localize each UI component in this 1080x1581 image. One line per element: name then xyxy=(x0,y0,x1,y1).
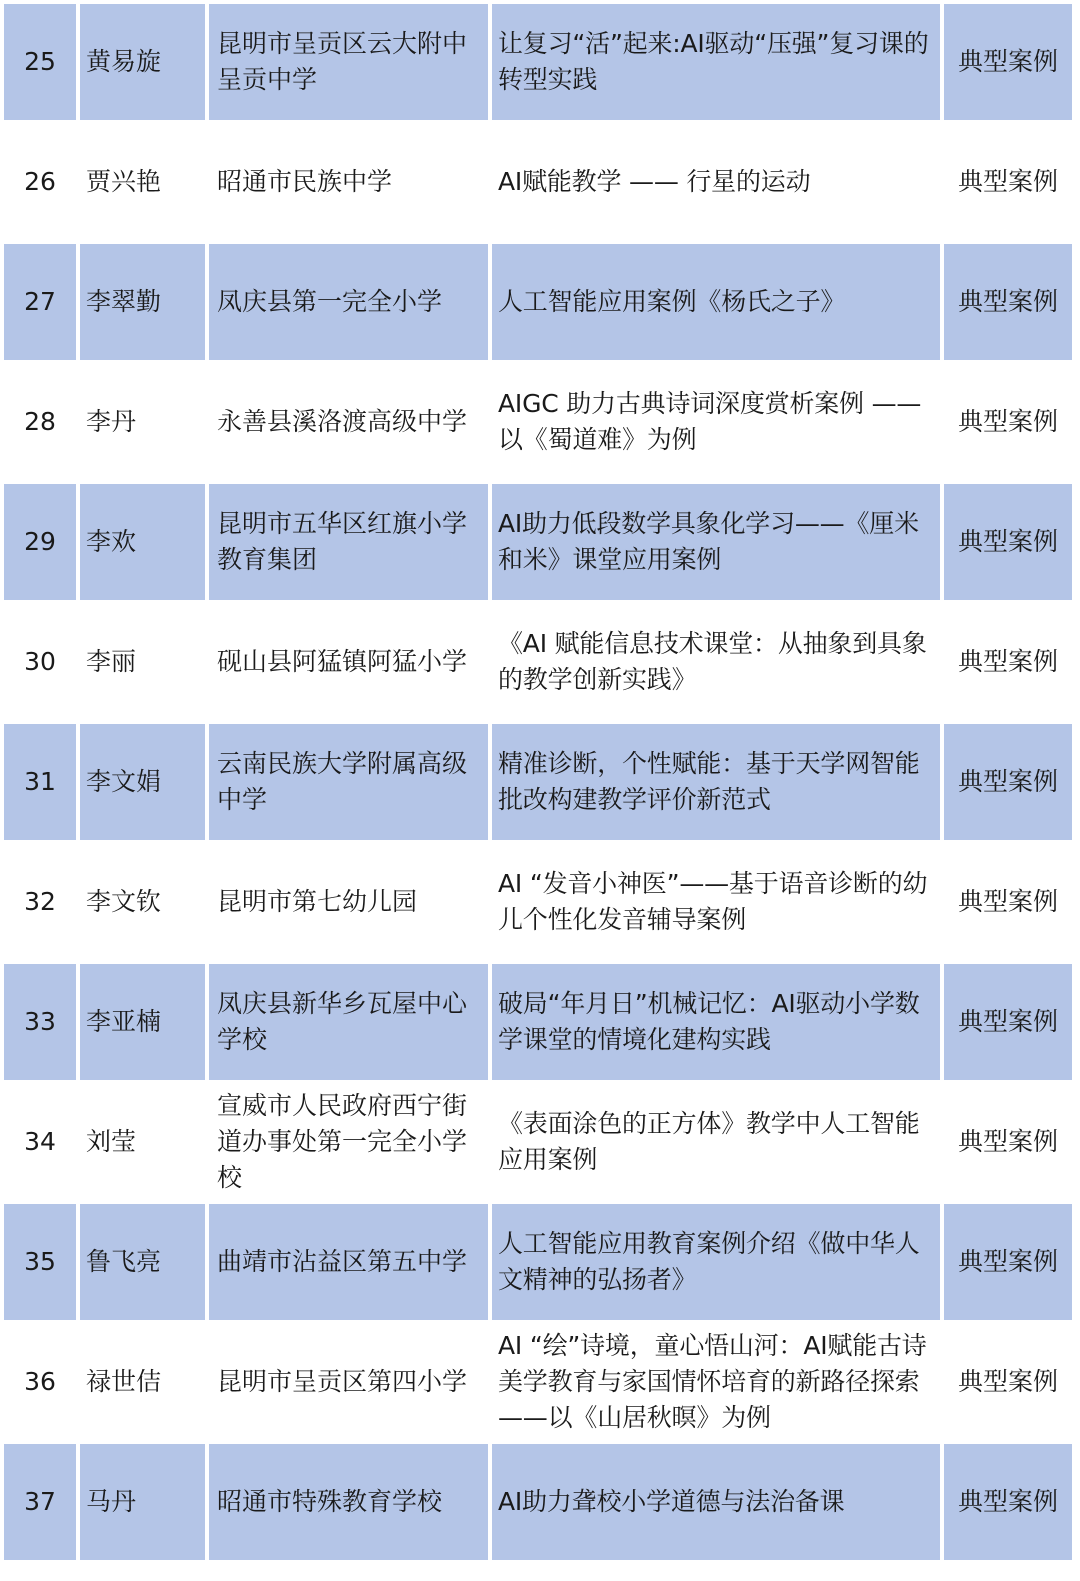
person-name-cell xyxy=(80,1444,205,1560)
award-level: 典型案例 xyxy=(957,1127,1058,1156)
award-level-cell xyxy=(944,604,1072,720)
row-number-cell xyxy=(4,1204,76,1320)
case-title-cell xyxy=(492,844,940,960)
person-name-cell xyxy=(80,1084,205,1200)
case-title-cell xyxy=(492,1204,940,1320)
school-name-cell xyxy=(209,964,488,1080)
case-title: AI “发音小神医”——基于语音诊断的幼儿个性化发音辅导案例 xyxy=(498,869,928,934)
row-number-cell xyxy=(4,4,76,120)
school-name-cell xyxy=(209,1444,488,1560)
case-title: AI助力低段数学具象化学习——《厘米和米》课堂应用案例 xyxy=(498,509,919,574)
row-number-cell xyxy=(4,1084,76,1200)
school-name: 昭通市特殊教育学校 xyxy=(217,1487,443,1516)
school-name: 永善县溪洛渡高级中学 xyxy=(217,407,468,436)
person-name-cell xyxy=(80,124,205,240)
school-name-cell xyxy=(209,604,488,720)
row-number-cell xyxy=(4,364,76,480)
award-level: 典型案例 xyxy=(957,47,1058,76)
row-number-cell xyxy=(4,844,76,960)
award-level: 典型案例 xyxy=(957,407,1058,436)
person-name: 黄易旋 xyxy=(86,47,162,76)
row-number: 27 xyxy=(24,287,56,316)
case-title-cell xyxy=(492,124,940,240)
person-name: 鲁飞亮 xyxy=(86,1247,162,1276)
row-number-cell xyxy=(4,604,76,720)
school-name: 昆明市呈贡区云大附中呈贡中学 xyxy=(217,29,468,94)
award-level-cell xyxy=(944,244,1072,360)
row-number-cell xyxy=(4,964,76,1080)
award-level: 典型案例 xyxy=(957,167,1058,196)
school-name: 昆明市五华区红旗小学教育集团 xyxy=(217,509,468,574)
row-number-cell xyxy=(4,124,76,240)
school-name: 昆明市呈贡区第四小学 xyxy=(217,1367,468,1396)
person-name-cell xyxy=(80,364,205,480)
person-name-cell xyxy=(80,1204,205,1320)
award-level: 典型案例 xyxy=(957,887,1058,916)
person-name-cell xyxy=(80,484,205,600)
case-title-cell xyxy=(492,604,940,720)
row-number-cell xyxy=(4,724,76,840)
person-name: 李丹 xyxy=(86,407,137,436)
person-name: 李翠勤 xyxy=(86,287,162,316)
award-level-cell xyxy=(944,1324,1072,1440)
person-name-cell xyxy=(80,244,205,360)
person-name: 禄世佶 xyxy=(86,1367,162,1396)
award-level: 典型案例 xyxy=(957,527,1058,556)
case-title-cell xyxy=(492,364,940,480)
person-name-cell xyxy=(80,4,205,120)
school-name-cell xyxy=(209,4,488,120)
case-title-cell xyxy=(492,1324,940,1440)
row-number-cell xyxy=(4,1324,76,1440)
case-title: 人工智能应用教育案例介绍《做中华人文精神的弘扬者》 xyxy=(498,1229,920,1294)
case-title-cell xyxy=(492,724,940,840)
award-level-cell xyxy=(944,1444,1072,1560)
row-number: 34 xyxy=(24,1127,56,1156)
award-level: 典型案例 xyxy=(957,1007,1058,1036)
school-name-cell xyxy=(209,1204,488,1320)
person-name: 李文钦 xyxy=(86,887,162,916)
person-name-cell xyxy=(80,724,205,840)
person-name-cell xyxy=(80,1324,205,1440)
person-name: 贾兴艳 xyxy=(86,167,162,196)
award-level-cell xyxy=(944,4,1072,120)
case-title-cell xyxy=(492,484,940,600)
award-level: 典型案例 xyxy=(957,287,1058,316)
award-level-cell xyxy=(944,364,1072,480)
school-name: 凤庆县新华乡瓦屋中心学校 xyxy=(217,989,468,1054)
row-number: 31 xyxy=(24,767,56,796)
row-number: 26 xyxy=(24,167,56,196)
school-name-cell xyxy=(209,844,488,960)
award-level: 典型案例 xyxy=(957,767,1058,796)
row-number: 36 xyxy=(24,1367,56,1396)
school-name-cell xyxy=(209,244,488,360)
case-title-cell xyxy=(492,244,940,360)
person-name-cell xyxy=(80,964,205,1080)
school-name: 曲靖市沾益区第五中学 xyxy=(217,1247,468,1276)
case-title: AI “绘”诗境，童心悟山河：AI赋能古诗美学教育与家国情怀培育的新路径探索 ——以《山居秋暝》为例 xyxy=(498,1331,927,1432)
person-name: 马丹 xyxy=(86,1487,137,1516)
row-number: 30 xyxy=(24,647,56,676)
case-title: 《表面涂色的正方体》教学中人工智能应用案例 xyxy=(498,1109,920,1174)
row-number-cell xyxy=(4,484,76,600)
row-number: 33 xyxy=(24,1007,56,1036)
case-title-cell xyxy=(492,1084,940,1200)
award-level-cell xyxy=(944,844,1072,960)
row-number: 32 xyxy=(24,887,56,916)
case-title: 《AI 赋能信息技术课堂：从抽象到具象的教学创新实践》 xyxy=(498,629,927,694)
award-level-cell xyxy=(944,1084,1072,1200)
case-title-cell xyxy=(492,4,940,120)
school-name: 云南民族大学附属高级中学 xyxy=(217,749,468,814)
case-title: 让复习“活”起来:AI驱动“压强”复习课的转型实践 xyxy=(498,29,929,94)
case-title: AIGC 助力古典诗词深度赏析案例 —— 以《蜀道难》为例 xyxy=(498,389,922,454)
school-name-cell xyxy=(209,484,488,600)
award-level-cell xyxy=(944,124,1072,240)
row-number-cell xyxy=(4,244,76,360)
school-name-cell xyxy=(209,124,488,240)
person-name: 李欢 xyxy=(86,527,137,556)
row-number-cell xyxy=(4,1444,76,1560)
school-name-cell xyxy=(209,1324,488,1440)
award-level: 典型案例 xyxy=(957,647,1058,676)
school-name-cell xyxy=(209,364,488,480)
award-level: 典型案例 xyxy=(957,1247,1058,1276)
person-name: 李文娟 xyxy=(86,767,162,796)
school-name-cell xyxy=(209,1084,488,1200)
case-title-cell xyxy=(492,1444,940,1560)
person-name-cell xyxy=(80,844,205,960)
row-number: 25 xyxy=(24,47,56,76)
award-level-cell xyxy=(944,964,1072,1080)
person-name: 李丽 xyxy=(86,647,137,676)
award-level-cell xyxy=(944,484,1072,600)
case-title-cell xyxy=(492,964,940,1080)
school-name: 宣威市人民政府西宁街道办事处第一完全小学校 xyxy=(217,1091,468,1192)
award-level-cell xyxy=(944,1204,1072,1320)
school-name: 昭通市民族中学 xyxy=(217,167,393,196)
award-level: 典型案例 xyxy=(957,1487,1058,1516)
person-name: 李亚楠 xyxy=(86,1007,162,1036)
row-number: 37 xyxy=(24,1487,56,1516)
school-name-cell xyxy=(209,724,488,840)
case-title: AI赋能教学 —— 行星的运动 xyxy=(498,167,811,196)
case-title: 破局“年月日”机械记忆：AI驱动小学数学课堂的情境化建构实践 xyxy=(498,989,920,1054)
school-name: 昆明市第七幼儿园 xyxy=(217,887,418,916)
person-name: 刘莹 xyxy=(86,1127,137,1156)
row-number: 28 xyxy=(24,407,56,436)
award-level: 典型案例 xyxy=(957,1367,1058,1396)
case-title: 人工智能应用案例《杨氏之子》 xyxy=(498,287,846,316)
case-title: 精准诊断，个性赋能：基于天学网智能批改构建教学评价新范式 xyxy=(498,749,920,814)
school-name: 砚山县阿猛镇阿猛小学 xyxy=(217,647,468,676)
row-number: 29 xyxy=(24,527,56,556)
award-table xyxy=(4,4,1076,1560)
row-number: 35 xyxy=(24,1247,56,1276)
school-name: 凤庆县第一完全小学 xyxy=(217,287,443,316)
case-title: AI助力聋校小学道德与法治备课 xyxy=(498,1487,845,1516)
person-name-cell xyxy=(80,604,205,720)
award-level-cell xyxy=(944,724,1072,840)
